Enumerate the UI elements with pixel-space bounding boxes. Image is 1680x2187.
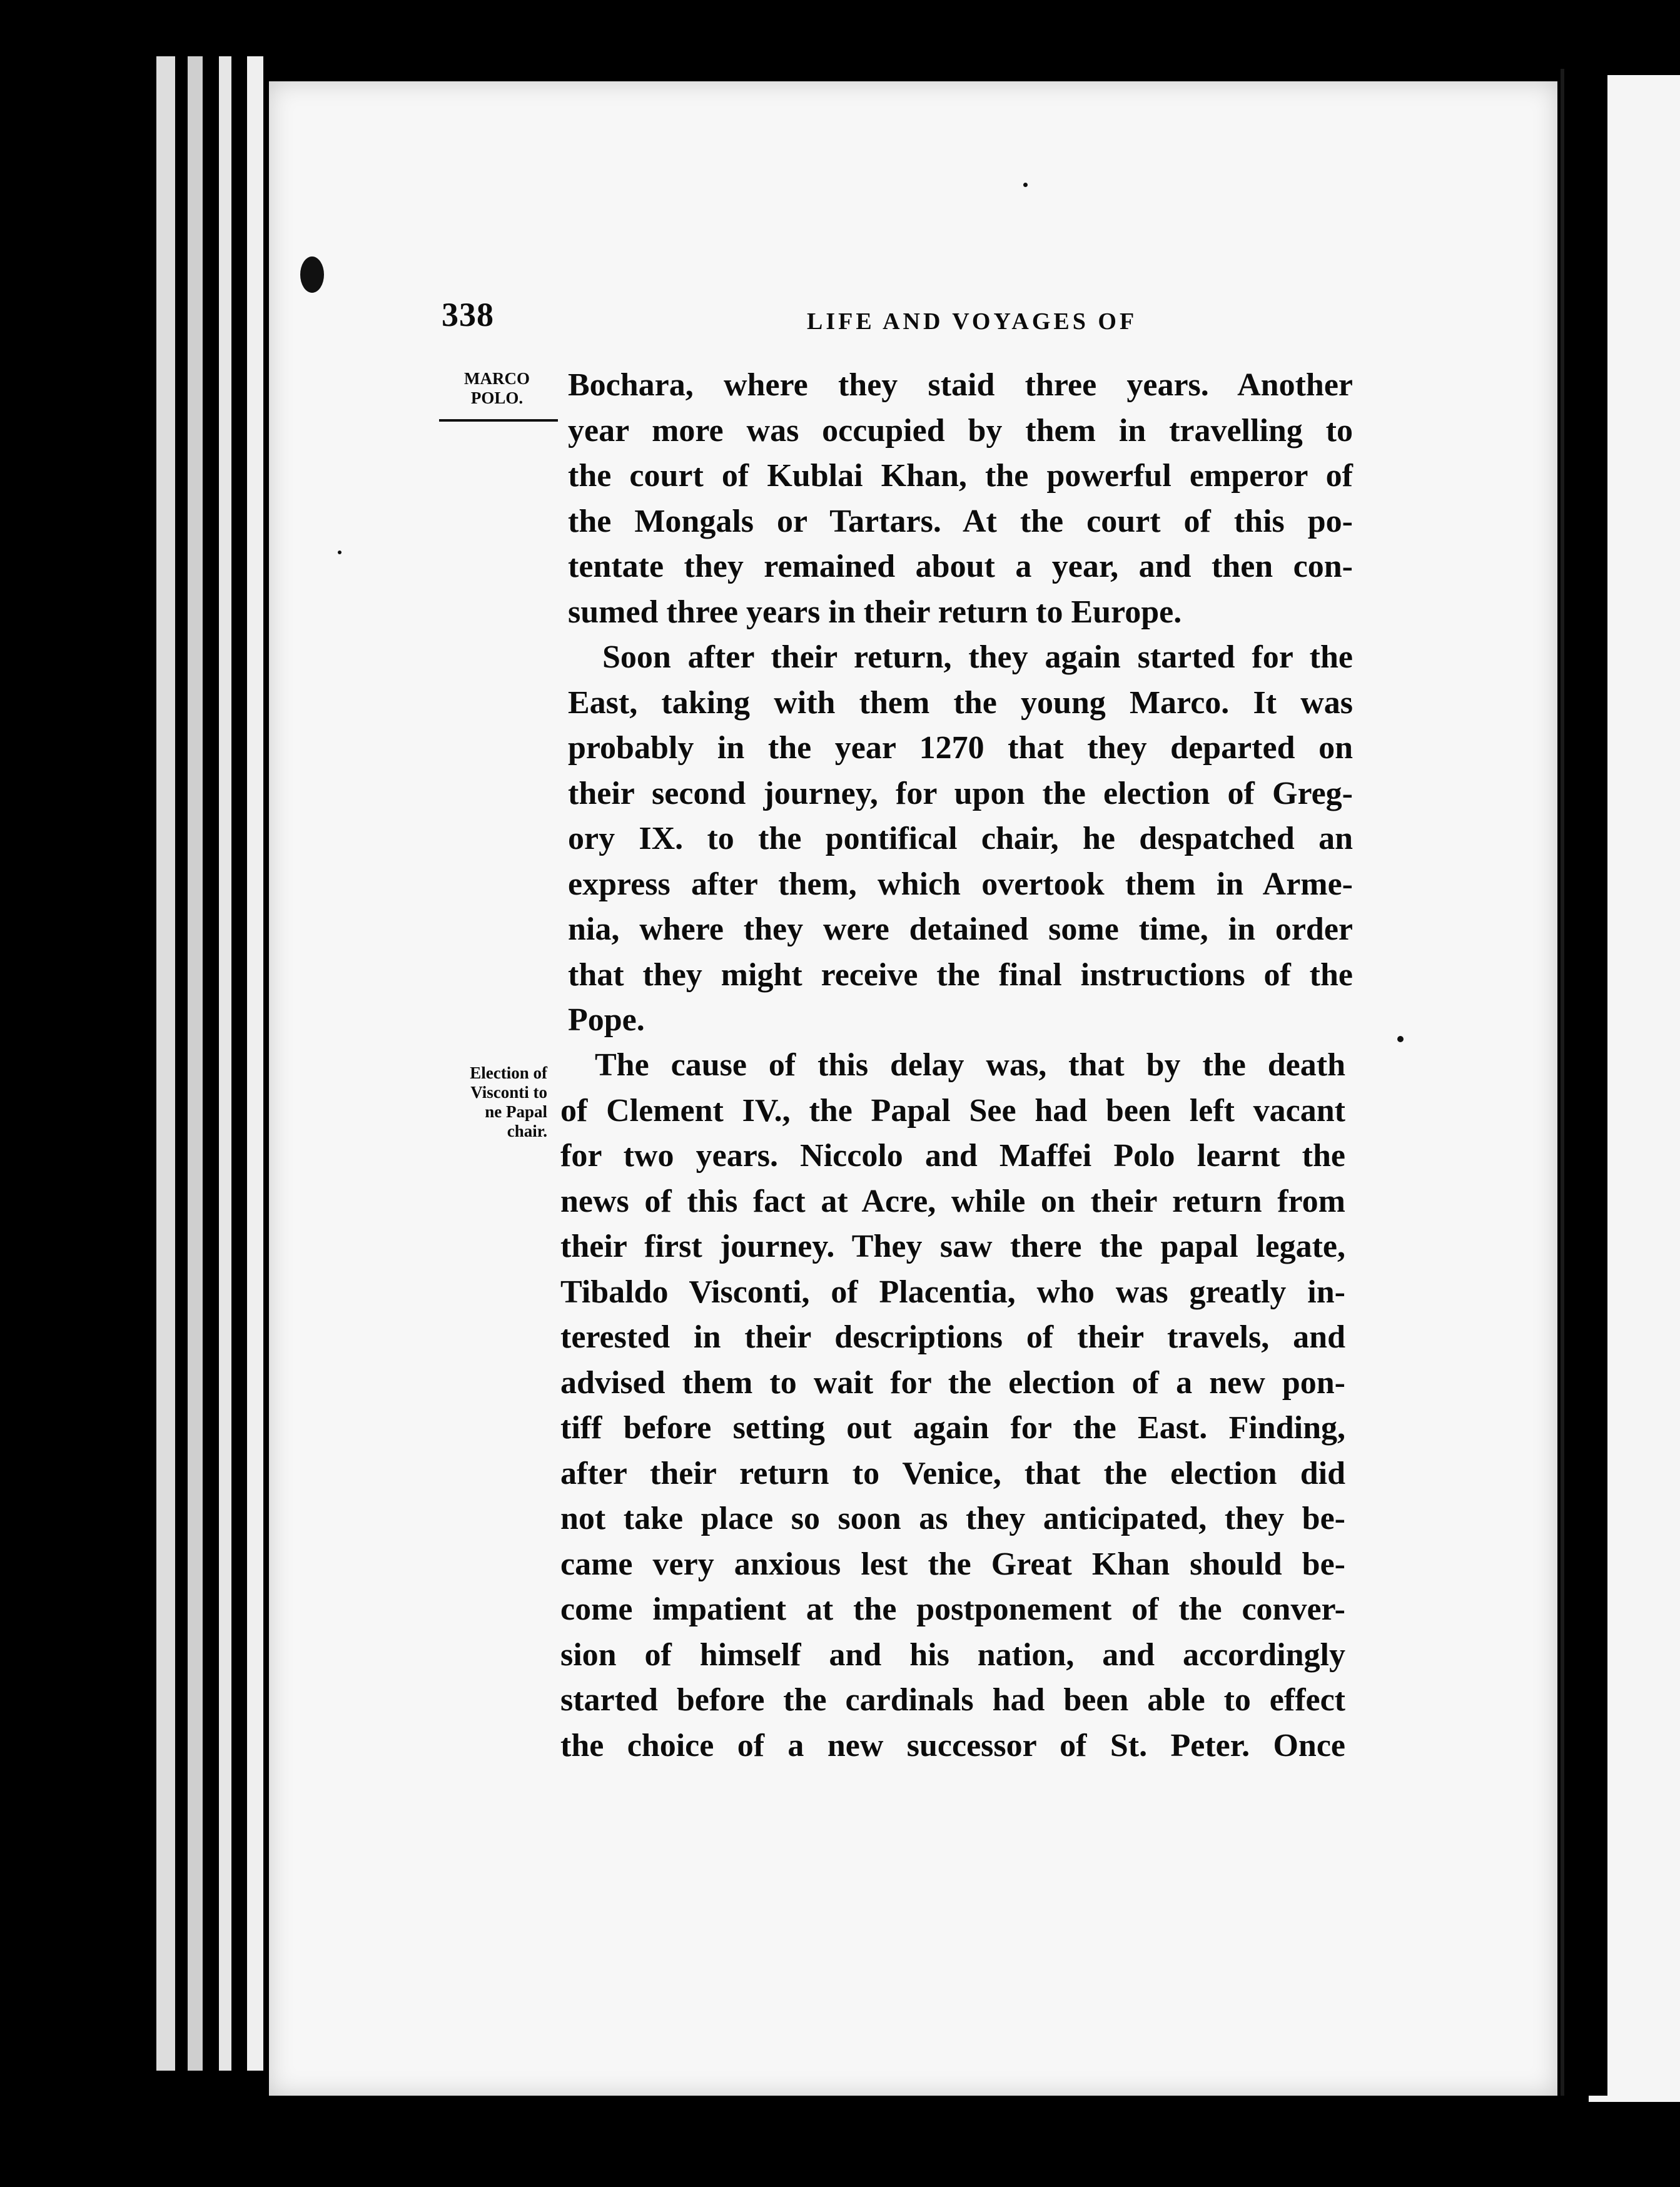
text-line: East, taking with them the young Marco. It was — [568, 684, 1353, 721]
paragraph-3 — [560, 1043, 1345, 1768]
running-head: LIFE AND VOYAGES OF — [807, 308, 1138, 335]
sidenote-rule — [439, 419, 558, 422]
paragraph-2 — [568, 635, 1353, 1043]
text-line: for two years. Niccolo and Maffei Polo learnt the — [560, 1138, 1345, 1174]
text-line: express after them, which overtook them in Arme- — [568, 866, 1353, 902]
text-line: started before the cardinals had been able to effect — [560, 1682, 1345, 1718]
text-line: after their return to Venice, that the election did — [560, 1455, 1345, 1491]
page-fold-line — [1589, 69, 1607, 2096]
sidenote-election — [438, 1063, 547, 1141]
text-line: nia, where they were detained some time, in order — [568, 911, 1353, 947]
text-line: probably in the year 1270 that they departed on — [568, 730, 1353, 766]
text-line: not take place so soon as they anticipated, they be- — [560, 1501, 1345, 1536]
sidenote-line: POLO. — [470, 388, 524, 407]
sidenote-line: chair. — [507, 1122, 547, 1140]
scan-speck — [1397, 1036, 1404, 1042]
text-line: advised them to wait for the election of a new pon- — [560, 1364, 1345, 1401]
text-line: Tibaldo Visconti, of Placentia, who was greatly in- — [560, 1274, 1345, 1310]
text-line: Bochara, where they staid three years. Another — [568, 367, 1353, 403]
text-line: the choice of a new successor of St. Peter. Once — [560, 1727, 1345, 1763]
text-line: tiff before setting out again for the East. Finding, — [560, 1410, 1345, 1446]
text-line: news of this fact at Acre, while on their return from — [560, 1183, 1345, 1219]
sidenote-line: MARCO — [464, 369, 530, 388]
text-line: came very anxious lest the Great Khan should be- — [560, 1546, 1345, 1582]
sidenote-marco-polo — [464, 369, 530, 408]
paragraph-1 — [568, 363, 1353, 635]
page-edge-4 — [247, 56, 263, 2071]
text-line: sumed three years in their return to Europe. — [568, 594, 1182, 630]
scan-speck — [1023, 183, 1028, 187]
text-line: the court of Kublai Khan, the powerful emperor of — [568, 458, 1353, 494]
text-line: ory IX. to the pontifical chair, he despatched an — [568, 821, 1353, 856]
scan-speck — [300, 256, 324, 293]
page-edge-2 — [188, 56, 203, 2071]
text-line: come impatient at the postponement of the conver- — [560, 1591, 1345, 1627]
scan-speck — [338, 551, 342, 554]
sidenote-line: Visconti to — [470, 1083, 547, 1102]
text-line: their second journey, for upon the election of Greg- — [568, 775, 1353, 811]
page-edge-3 — [219, 56, 231, 2071]
text-line: Soon after their return, they again started for the — [602, 639, 1353, 675]
text-line: the Mongals or Tartars. At the court of this po- — [568, 503, 1353, 539]
text-line: year more was occupied by them in travelling to — [568, 412, 1353, 449]
sidenote-line: Election of — [470, 1063, 547, 1082]
sidenote-line: ne Papal — [485, 1102, 547, 1121]
text-line: tentate they remained about a year, and then con- — [568, 549, 1353, 584]
text-line: terested in their descriptions of their travels, and — [560, 1319, 1345, 1355]
text-line: that they might receive the final instructions of the — [568, 956, 1353, 993]
page-edge-1 — [156, 56, 175, 2071]
text-line: their first journey. They saw there the papal legate, — [560, 1229, 1345, 1264]
text-line: Pope. — [568, 1002, 645, 1038]
page-number: 338 — [442, 296, 494, 333]
page-gutter-line — [1561, 69, 1564, 2096]
text-line: The cause of this delay was, that by the death — [595, 1047, 1345, 1083]
text-line: of Clement IV., the Papal See had been left vacant — [560, 1092, 1345, 1129]
text-line: sion of himself and his nation, and accordingly — [560, 1636, 1345, 1673]
